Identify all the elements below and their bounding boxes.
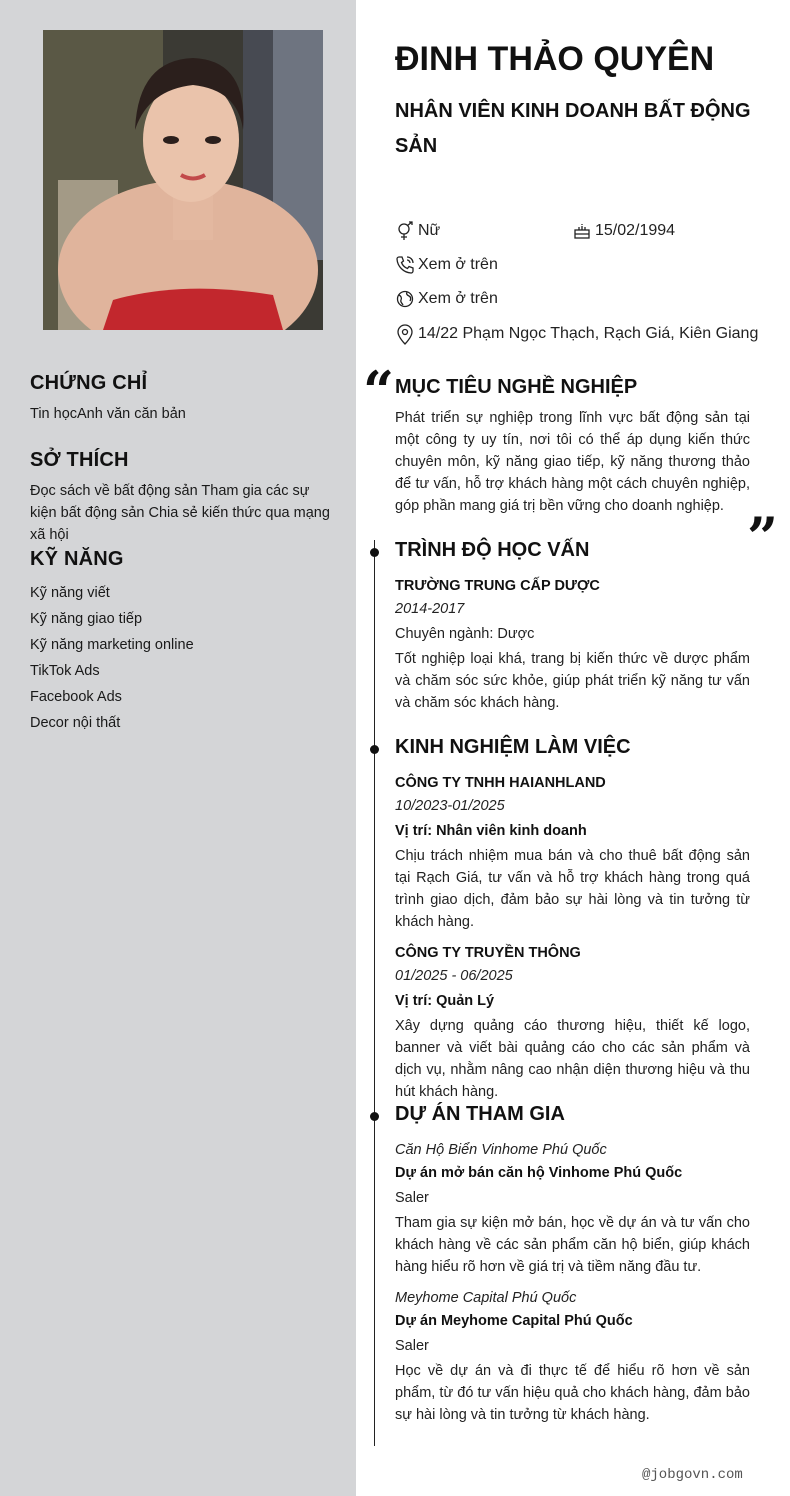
- dob-value: 15/02/1994: [595, 222, 676, 239]
- hobbies-title: SỞ THÍCH: [30, 449, 129, 471]
- globe-icon: [395, 289, 415, 309]
- timeline-line: [374, 540, 375, 1446]
- watermark: @jobgovn.com: [642, 1467, 743, 1483]
- education-title: TRÌNH ĐỘ HỌC VẤN: [395, 539, 590, 561]
- project-role: Saler: [395, 1338, 429, 1354]
- project-name: Dự án mở bán căn hộ Vinhome Phú Quốc: [395, 1165, 683, 1181]
- objective-title: MỤC TIÊU NGHỀ NGHIỆP: [395, 376, 638, 398]
- timeline-dot: [370, 745, 379, 754]
- projects-title: DỰ ÁN THAM GIA: [395, 1103, 565, 1125]
- project-description: Học về dự án và đi thực tế để hiểu rõ hơn về sản phẩm, từ đó tư vấn hiệu quả cho khách hàng, đảm bảo sự hài lòng và tin tưởng từ khách hàng.: [395, 1363, 750, 1423]
- gender-value: Nữ: [418, 222, 441, 239]
- job-title: NHÂN VIÊN KINH DOANH BẤT ĐỘNG SẢN: [395, 100, 751, 157]
- hobbies-text: Đọc sách về bất động sản Tham gia các sự kiện bất động sản Chia sẻ kiến thức qua mạng xã hội: [30, 483, 330, 543]
- project-description: Tham gia sự kiện mở bán, học về dự án và tư vấn cho khách hàng về các sản phẩm căn hộ biển, giúp khách hàng hiểu rõ hơn về giá trị và tiềm năng đầu tư.: [395, 1215, 750, 1275]
- skill-item: Kỹ năng marketing online: [30, 637, 194, 653]
- sidebar: [0, 0, 356, 1496]
- experience-position: Vị trí: Quản Lý: [395, 993, 495, 1009]
- skill-item: TikTok Ads: [30, 663, 100, 679]
- experience-period: 10/2023-01/2025: [395, 798, 505, 814]
- email-value: Xem ở trên: [418, 290, 498, 307]
- education-major: Chuyên ngành: Dược: [395, 626, 535, 642]
- certificates-section: [30, 372, 340, 425]
- dob-info: [572, 221, 675, 241]
- project-client: Căn Hộ Biển Vinhome Phú Quốc: [395, 1142, 607, 1158]
- phone-icon: [395, 255, 415, 275]
- gender-icon: [395, 221, 415, 241]
- skills-title: KỸ NĂNG: [30, 548, 124, 570]
- birthday-cake-icon: [572, 221, 592, 241]
- email-info: [395, 289, 498, 309]
- education-school: TRƯỜNG TRUNG CẤP DƯỢC: [395, 578, 600, 594]
- education-description: Tốt nghiệp loại khá, trang bị kiến thức về dược phẩm và chăm sóc sức khỏe, giúp phát triển kỹ năng tư vấn và chăm sóc khách hàng.: [395, 651, 750, 711]
- education-period: 2014-2017: [395, 601, 465, 617]
- timeline-dot: [370, 548, 379, 557]
- close-quote-icon: ”: [747, 505, 779, 569]
- gender-info: [395, 221, 440, 241]
- experience-title: KINH NGHIỆM LÀM VIỆC: [395, 736, 631, 758]
- skills-section: [30, 548, 340, 736]
- phone-info: [395, 255, 498, 275]
- skill-item: Facebook Ads: [30, 689, 122, 705]
- experience-description: Chịu trách nhiệm mua bán và cho thuê bất động sản tại Rạch Giá, tư vấn và hỗ trợ khách hàng trong quá trình giao dịch, đảm bảo sự hài lòng và tin tưởng từ khách hàng.: [395, 848, 750, 930]
- skill-item: Kỹ năng giao tiếp: [30, 611, 143, 627]
- experience-description: Xây dựng quảng cáo thương hiệu, thiết kế logo, banner và viết bài quảng cáo cho các sản phẩm và dịch vụ, nhằm nâng cao nhận diện thương hiệu và thu hút khách hàng.: [395, 1018, 750, 1100]
- phone-value: Xem ở trên: [418, 256, 498, 273]
- open-quote-icon: “: [363, 359, 395, 423]
- skill-item: Kỹ năng viết: [30, 585, 110, 601]
- main-content: [356, 0, 790, 1496]
- experience-position: Vị trí: Nhân viên kinh doanh: [395, 823, 587, 839]
- project-client: Meyhome Capital Phú Quốc: [395, 1290, 577, 1306]
- project-role: Saler: [395, 1190, 429, 1206]
- location-pin-icon: [395, 323, 415, 345]
- timeline-dot: [370, 1112, 379, 1121]
- address-info: [395, 323, 758, 345]
- skill-item: Decor nội thất: [30, 715, 121, 731]
- certificates-title: CHỨNG CHỈ: [30, 372, 148, 394]
- hobbies-section: [30, 449, 340, 546]
- certificates-text: Tin họcAnh văn căn bản: [30, 406, 186, 422]
- candidate-name: ĐINH THẢO QUYÊN: [395, 40, 715, 78]
- address-value: 14/22 Phạm Ngọc Thạch, Rạch Giá, Kiên Giang: [418, 325, 759, 342]
- profile-photo: [43, 30, 323, 330]
- experience-company: CÔNG TY TRUYỀN THÔNG: [395, 945, 581, 961]
- objective-text: Phát triển sự nghiệp trong lĩnh vực bất động sản tại một công ty uy tín, nơi tôi có thể áp dụng kiến thức chuyên môn, kỹ năng giao tiếp, kỹ năng thương thảo để tư vấn, hỗ trợ khách hàng một cách chuyên nghiệp, góp phần mang giá trị bền vững cho doanh nghiệp.: [395, 410, 750, 514]
- project-name: Dự án Meyhome Capital Phú Quốc: [395, 1313, 633, 1329]
- experience-period: 01/2025 - 06/2025: [395, 968, 513, 984]
- experience-company: CÔNG TY TNHH HAIANHLAND: [395, 775, 606, 791]
